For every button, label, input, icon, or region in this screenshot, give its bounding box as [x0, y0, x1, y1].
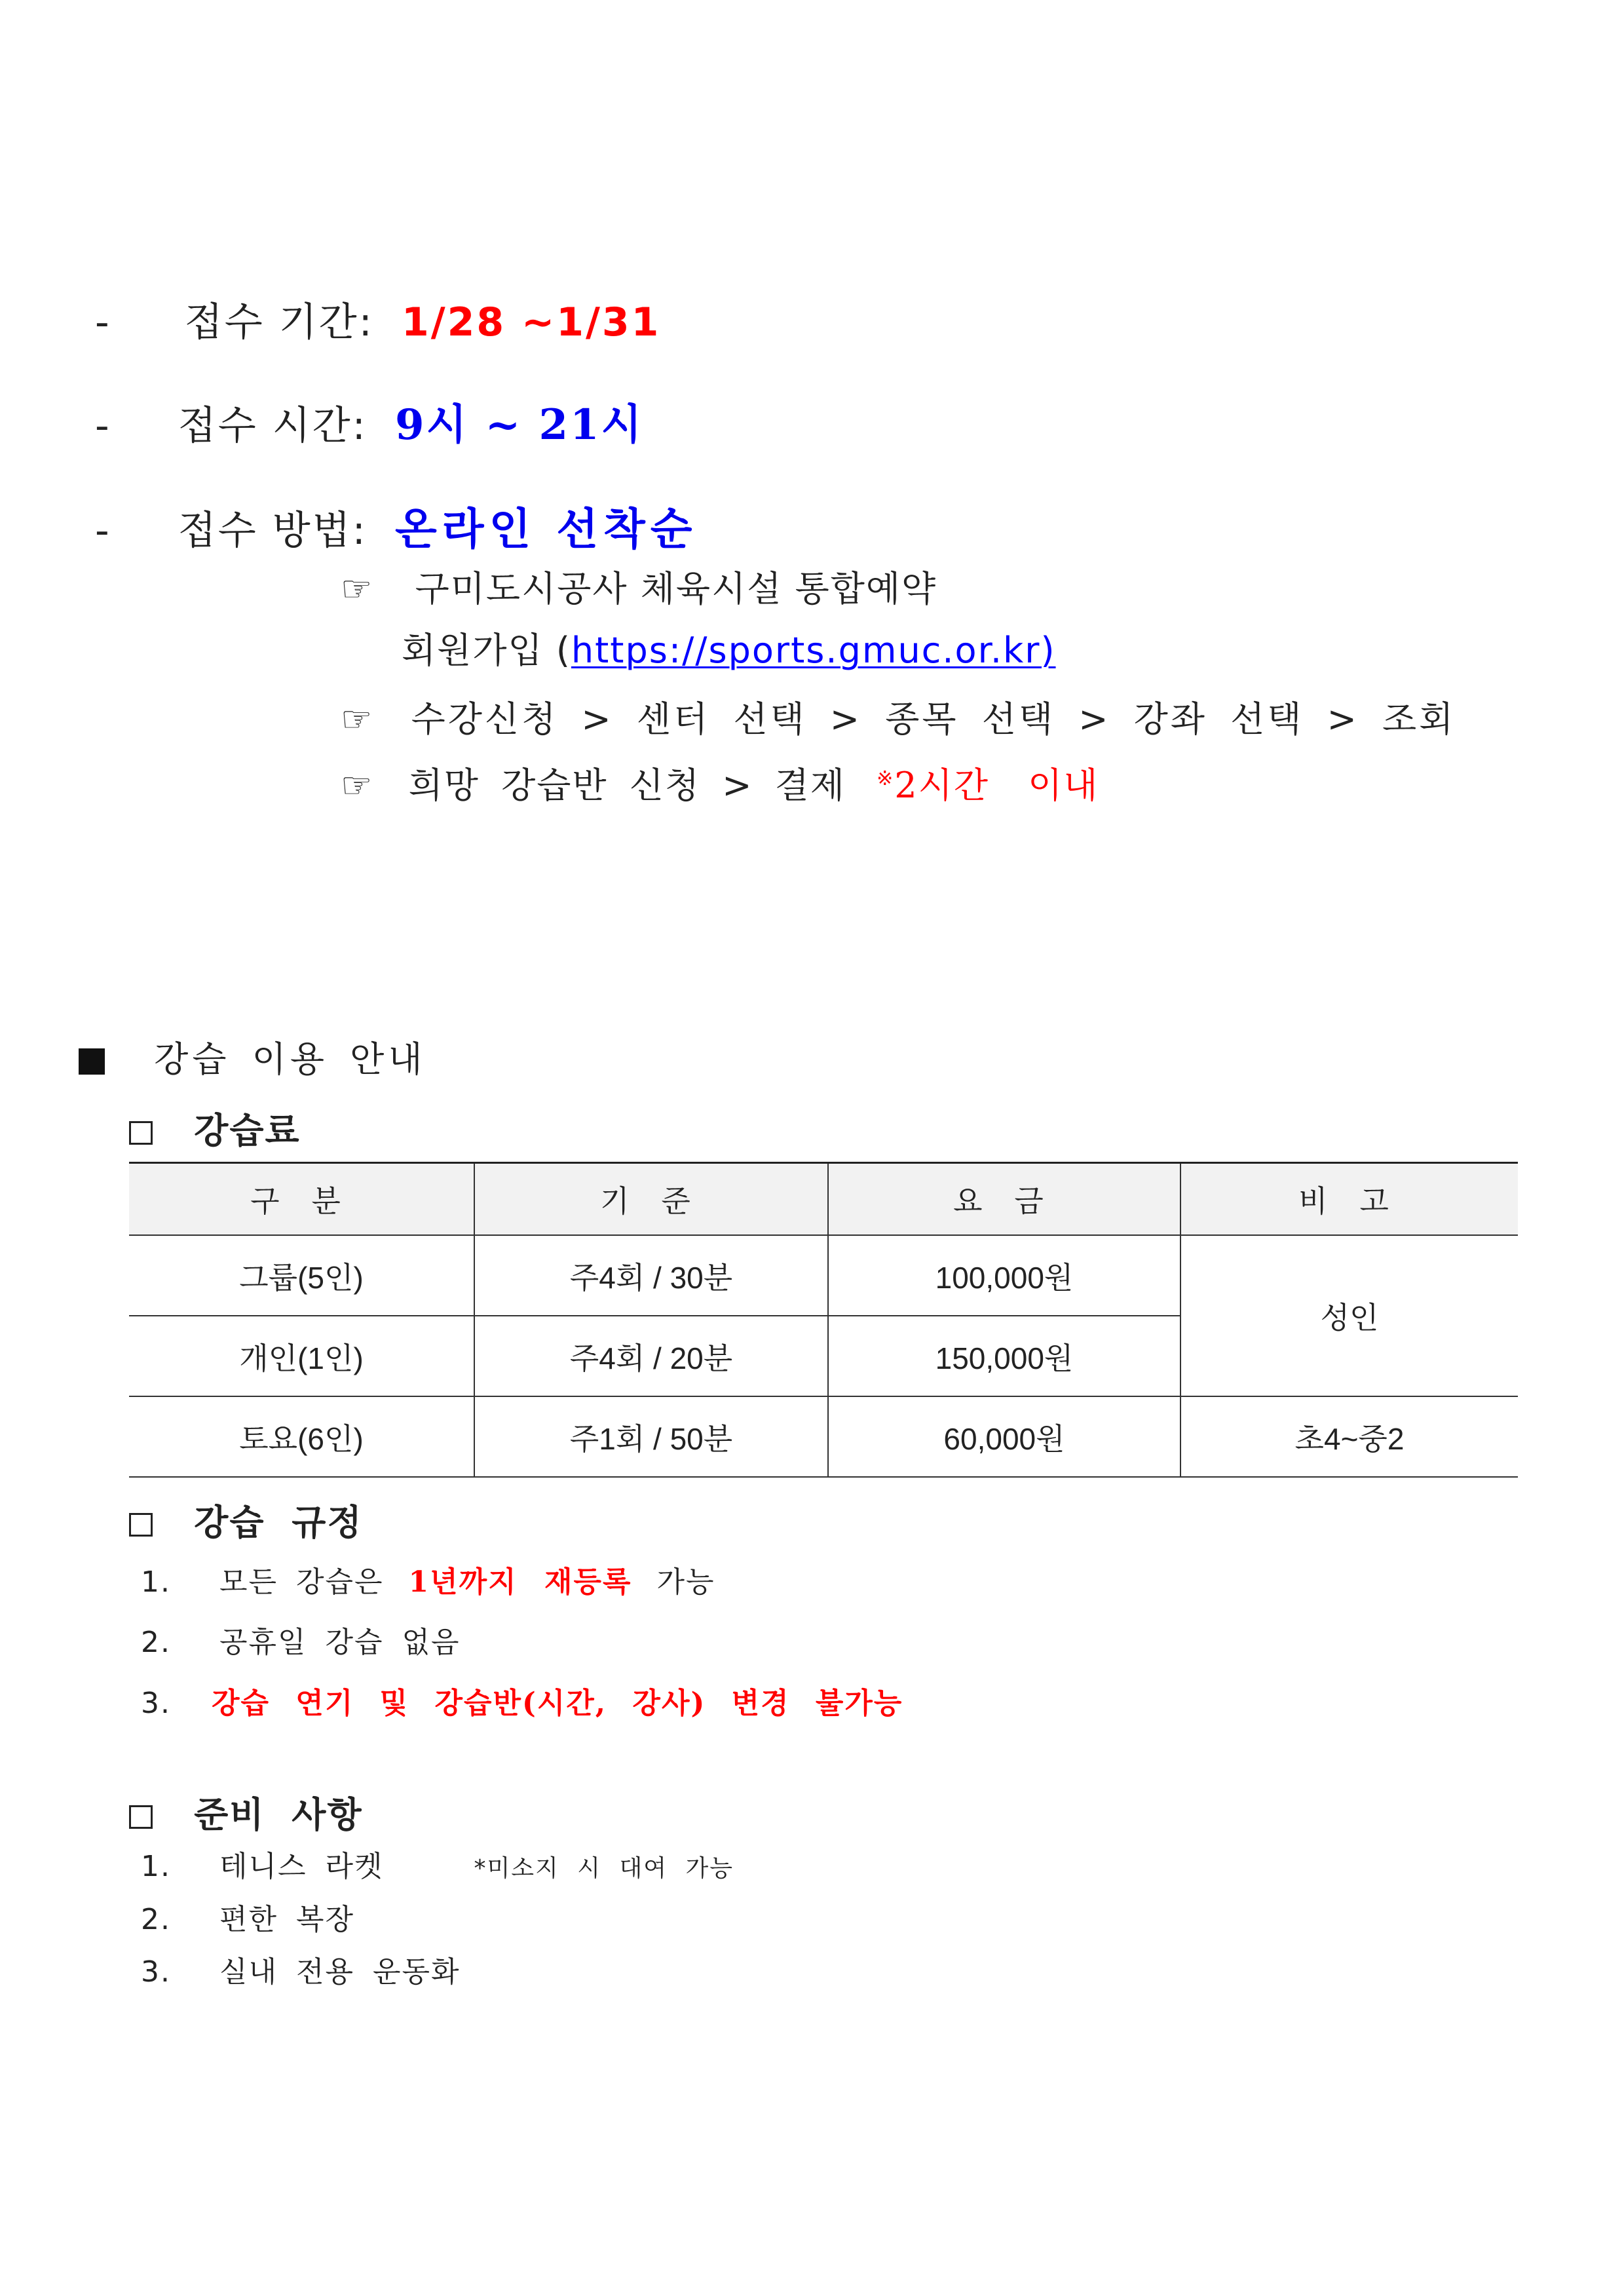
reference-mark: ※: [877, 767, 895, 790]
prep-number: 2.: [141, 1903, 171, 1936]
class-type: 개인(1인): [129, 1316, 474, 1396]
guide-heading: [79, 1031, 426, 1082]
step-2-prefix: 회원가입 (: [402, 630, 571, 671]
rule-3: [141, 1679, 903, 1721]
class-price: 150,000원: [828, 1316, 1180, 1396]
class-type: 토요(6인): [129, 1396, 474, 1477]
prep-1: [141, 1843, 734, 1885]
pointing-hand-icon: ☞: [341, 765, 374, 806]
rule-3-highlight: 강습 연기 및 강습반(시간, 강사) 변경 불가능: [211, 1687, 903, 1720]
rules-heading: [129, 1495, 363, 1545]
column-header: 기 준: [474, 1163, 828, 1236]
rule-2-text: 공휴일 강습 없음: [219, 1626, 461, 1659]
checkbox-square-icon: [129, 1513, 153, 1537]
reception-time-label: 접수 시간:: [178, 403, 368, 449]
reception-method-line: [95, 494, 697, 556]
step-1: [341, 561, 937, 611]
step-3: [341, 691, 1456, 742]
class-note: 초4~중2: [1180, 1396, 1518, 1477]
reception-period-value: 1/28 ~1/31: [401, 299, 661, 345]
rule-1-pre: 모든 강습은: [219, 1565, 384, 1599]
step-2-suffix: ): [1040, 630, 1056, 671]
dash: -: [95, 508, 111, 554]
rule-1-post: 가능: [656, 1565, 715, 1599]
reception-method-label: 접수 방법:: [178, 508, 368, 554]
prep-3-text: 실내 전용 운동화: [219, 1955, 461, 1989]
rule-1: [141, 1558, 715, 1600]
rule-number: 2.: [141, 1626, 171, 1659]
table-row: [129, 1235, 1518, 1316]
reception-method-value: 온라인 선착순: [394, 503, 698, 554]
payment-deadline-note: 2시간 이내: [894, 765, 1099, 806]
table-header-row: [129, 1163, 1518, 1236]
table-row: [129, 1396, 1518, 1477]
fee-heading: [129, 1103, 301, 1153]
step-3-text: 수강신청 > 센터 선택 > 종목 선택 > 강좌 선택 > 조회: [411, 698, 1456, 740]
pointing-hand-icon: ☞: [341, 698, 375, 740]
guide-title: 강습 이용 안내: [154, 1039, 426, 1080]
dash: -: [95, 299, 111, 345]
dash: -: [95, 403, 111, 449]
rule-number: 3.: [141, 1687, 171, 1720]
reception-period-label: 접수 기간:: [184, 299, 374, 345]
rules-heading-text: 강습 규정: [194, 1501, 363, 1543]
prep-1-text: 테니스 라켓: [219, 1850, 384, 1883]
column-header: 비 고: [1180, 1163, 1518, 1236]
class-basis: 주4회 / 20분: [474, 1316, 828, 1396]
reception-time-line: [95, 391, 643, 451]
rule-2: [141, 1618, 460, 1660]
column-header: 요 금: [828, 1163, 1180, 1236]
prep-heading: [129, 1787, 363, 1837]
checkbox-square-icon: [129, 1805, 153, 1829]
column-header: 구 분: [129, 1163, 474, 1236]
class-price: 60,000원: [828, 1396, 1180, 1477]
class-price: 100,000원: [828, 1235, 1180, 1316]
step-2: [402, 622, 1056, 673]
black-square-icon: [79, 1048, 105, 1075]
step-4: [341, 757, 1099, 808]
prep-number: 3.: [141, 1955, 171, 1989]
class-note-merged: 성인: [1180, 1235, 1518, 1396]
checkbox-square-icon: [129, 1121, 153, 1145]
pointing-hand-icon: ☞: [341, 568, 374, 609]
reception-period-line: [95, 291, 660, 347]
class-type: 그룹(5인): [129, 1235, 474, 1316]
class-basis: 주1회 / 50분: [474, 1396, 828, 1477]
rule-number: 1.: [141, 1565, 171, 1599]
fee-heading-text: 강습료: [194, 1109, 301, 1151]
prep-2-text: 편한 복장: [219, 1903, 354, 1936]
prep-3: [141, 1948, 460, 1990]
fee-table: [129, 1162, 1518, 1478]
class-basis: 주4회 / 30분: [474, 1235, 828, 1316]
rule-1-highlight: 1년까지 재등록: [408, 1565, 632, 1599]
prep-heading-text: 준비 사항: [194, 1793, 363, 1835]
prep-number: 1.: [141, 1850, 171, 1883]
step-4-text: 희망 강습반 신청 > 결제: [408, 765, 846, 806]
signup-link[interactable]: https://sports.gmuc.or.kr: [571, 630, 1041, 671]
prep-1-note: *미소지 시 대여 가능: [474, 1855, 734, 1882]
prep-2: [141, 1896, 354, 1938]
reception-time-value: 9시 ~ 21시: [394, 400, 644, 450]
step-1-text: 구미도시공사 체육시설 통합예약: [415, 568, 937, 609]
